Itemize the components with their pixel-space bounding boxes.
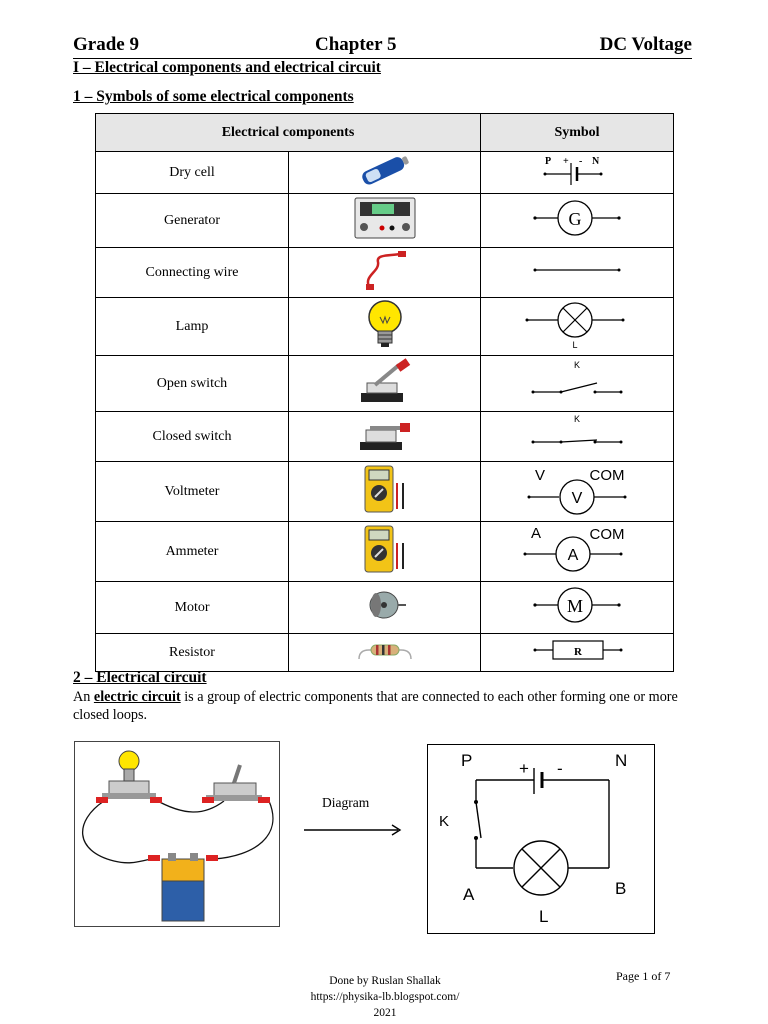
wire-symbol [481,248,674,298]
table-row [96,412,674,462]
label-p: P [461,751,473,770]
label-a: A [531,525,542,542]
header-topic: DC Voltage [599,34,692,55]
component-name: Generator [96,194,289,248]
table-row [96,194,674,248]
motor-image [289,582,481,634]
component-name: Dry cell [96,152,289,194]
label-k: K [439,813,450,830]
table-row [96,462,674,522]
arrow-icon [302,822,404,838]
footer-year: 2021 [373,1007,397,1019]
lamp-symbol [481,298,674,356]
table-row [96,634,674,672]
component-name: Resistor [96,634,289,672]
label-k: K [573,360,581,370]
header-chapter: Chapter 5 [315,34,397,55]
footer-author: Done by Ruslan Shallak [329,975,441,987]
wire-image [289,248,481,298]
header-grade: Grade 9 [73,34,139,55]
label-minus: - [557,759,563,778]
table-row [96,356,674,412]
components-table [95,113,674,672]
component-name: Voltmeter [96,462,289,522]
table-row [96,298,674,356]
label-m: M [566,596,584,616]
real-circuit-image [74,741,280,927]
label-plus: + [519,759,529,778]
footer-url: https://physika-lb.blogspot.com/ [310,991,460,1003]
closed-switch-image [289,412,481,462]
generator-image [289,194,481,248]
label-com: COM [589,526,625,543]
closed-switch-symbol [481,412,674,462]
label-k: K [573,414,581,424]
label-com: COM [589,467,625,484]
label-v: V [535,467,546,484]
resistor-image [289,634,481,672]
dry-cell-symbol [481,152,674,194]
label-b: B [615,879,627,898]
page-header [73,34,692,59]
motor-symbol [481,582,674,634]
section-title: I – Electrical components and electrical circuit [73,59,381,76]
ammeter-image [289,522,481,582]
component-name: Connecting wire [96,248,289,298]
label-n: N [592,156,600,167]
label-p: P [545,156,552,167]
circuit-diagram [427,744,655,934]
dry-cell-image [289,152,481,194]
voltmeter-image [289,462,481,522]
header-components: Electrical components [96,114,481,152]
label-a: A [463,885,475,904]
table-header-row [96,114,674,152]
generator-symbol [481,194,674,248]
definition-term: electric circuit [93,689,181,705]
component-name: Closed switch [96,412,289,462]
label-r: R [574,646,582,658]
label-g: G [568,209,582,229]
table-row [96,522,674,582]
label-a-center: A [567,547,579,564]
component-name: Motor [96,582,289,634]
circuit-definition [73,688,703,724]
open-switch-symbol [481,356,674,412]
component-name: Ammeter [96,522,289,582]
open-switch-image [289,356,481,412]
table-row [96,152,674,194]
section-subtitle: 1 – Symbols of some electrical components [73,88,354,105]
label-l: L [572,340,578,350]
label-plus: + [563,156,569,167]
voltmeter-symbol [481,462,674,522]
label-minus: - [579,156,583,167]
diagram-label: Diagram [322,795,370,810]
table-row [96,582,674,634]
header-symbol: Symbol [481,114,674,152]
lamp-image [289,298,481,356]
definition-text: is a group of electric components that are connected to each other forming one or more closed loops. [73,689,678,723]
table-row [96,248,674,298]
page-number: Page 1 of 7 [616,969,671,983]
definition-prefix: An [73,689,94,705]
label-n: N [615,751,628,770]
component-name: Open switch [96,356,289,412]
ammeter-symbol [481,522,674,582]
label-v-center: V [571,490,583,507]
component-name: Lamp [96,298,289,356]
circuit-section-title: 2 – Electrical circuit [73,669,207,686]
footer [280,973,490,1021]
resistor-symbol [481,634,674,672]
label-l: L [539,907,549,926]
